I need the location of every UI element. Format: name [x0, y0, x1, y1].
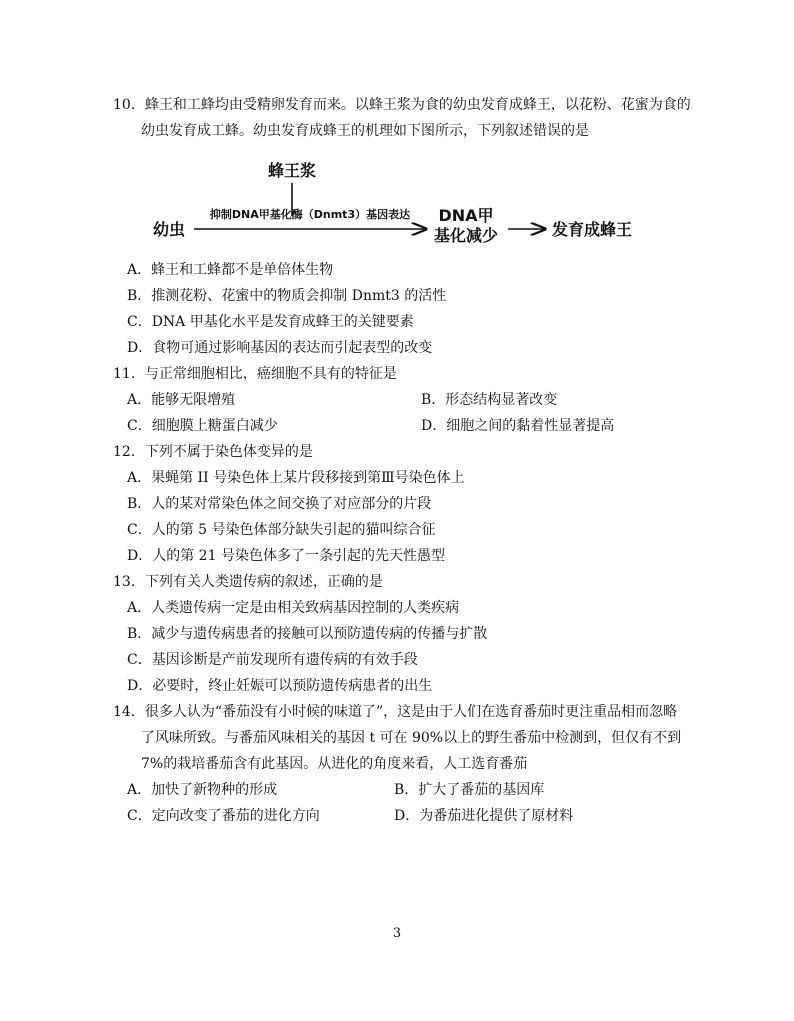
question-stem-continued: 幼虫发育成工蜂。幼虫发育成蜂王的机理如下图所示，下列叙述错误的是	[141, 123, 589, 139]
option-d: D．食物可通过影响基因的表达而引起表型的改变	[127, 340, 433, 356]
question-stem: 10．蜂王和工蜂均由受精卵发育而来。以蜂王浆为食的幼虫发育成蜂王，以花粉、花蜜为食的	[113, 97, 691, 113]
option-d: D．为番茄进化提供了原材料	[394, 808, 574, 824]
dna-methylation-line2: 基化减少	[433, 226, 499, 245]
question-13	[113, 569, 383, 595]
option-b: B．人的某对常染色体之间交换了对应部分的片段	[127, 496, 432, 512]
question-stem-continued: 了风味所致。与番茄风味相关的基因 t 可在 90%以上的野生番茄中检测到，但仅有不到	[141, 730, 682, 746]
option-c: C．定向改变了番茄的进化方向	[127, 808, 320, 824]
question-stem: 13．下列有关人类遗传病的叙述，正确的是	[113, 574, 383, 590]
question-stem: 14．很多人认为“番茄没有小时候的味道了”，这是由于人们在选育番茄时更注重品相而忽略	[113, 704, 678, 720]
option-c: C．细胞膜上糖蛋白减少	[127, 418, 278, 434]
option-c: C．人的第 5 号染色体部分缺失引起的猫叫综合征	[127, 522, 436, 538]
option-a: A．蜂王和工蜂都不是单倍体生物	[127, 262, 334, 278]
question-10	[113, 92, 691, 144]
question-14	[113, 699, 681, 777]
option-d: D．必要时，终止妊娠可以预防遗传病患者的出生	[127, 678, 433, 694]
question-stem: 11．与正常细胞相比，癌细胞不具有的特征是	[113, 366, 397, 382]
question-11	[113, 361, 397, 387]
option-a: A．能够无限增殖	[127, 392, 236, 408]
dna-methylation-line1: DNA甲	[438, 206, 494, 225]
develop-queen-label: 发育成蜂王	[552, 220, 633, 239]
arrow-label: 抑制DNA甲基化酶（Dnmt3）基因表达	[209, 208, 411, 221]
option-b: B．推测花粉、花蜜中的物质会抑制 Dnmt3 的活性	[127, 288, 447, 304]
option-b: B．减少与遗传病患者的接触可以预防遗传病的传播与扩散	[127, 626, 488, 642]
option-a: A．人类遗传病一定是由相关致病基因控制的人类疾病	[127, 600, 460, 616]
royal-jelly-label: 蜂王浆	[267, 161, 317, 180]
mechanism-diagram	[150, 156, 650, 246]
page-number: 3	[392, 926, 402, 941]
question-12	[113, 439, 313, 465]
option-c: C．DNA 甲基化水平是发育成蜂王的关键要素	[127, 314, 414, 330]
option-a: A．果蝇第 II 号染色体上某片段移接到第Ⅲ号染色体上	[127, 470, 465, 486]
option-c: C．基因诊断是产前发现所有遗传病的有效手段	[127, 652, 418, 668]
question-stem: 12．下列不属于染色体变异的是	[113, 444, 313, 460]
option-b: B．形态结构显著改变	[421, 392, 558, 408]
larva-label: 幼虫	[153, 220, 186, 239]
option-a: A．加快了新物种的形成	[127, 782, 278, 798]
option-d: D．人的第 21 号染色体多了一条引起的先天性愚型	[127, 548, 445, 564]
option-b: B．扩大了番茄的基因库	[394, 782, 545, 798]
question-stem-continued: 7%的栽培番茄含有此基因。从进化的角度来看，人工选育番茄	[141, 756, 528, 772]
option-d: D．细胞之间的黏着性显著提高	[421, 418, 615, 434]
